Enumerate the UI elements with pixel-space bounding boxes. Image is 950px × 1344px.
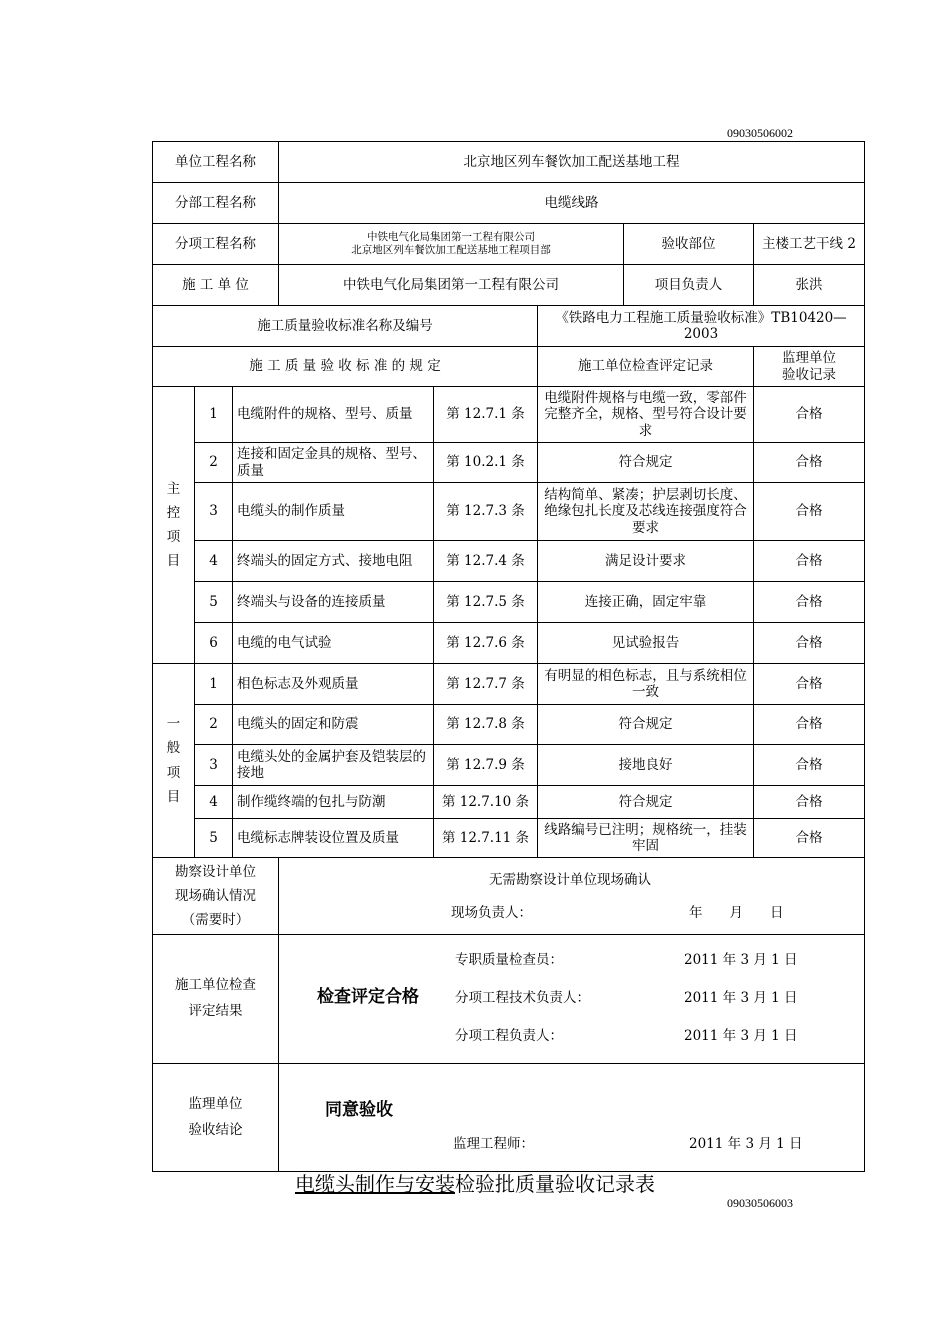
table-row <box>153 705 865 745</box>
item-number: 5 <box>195 819 233 858</box>
item-number: 4 <box>195 541 233 582</box>
inspection-label: 施工单位检查 评定结果 <box>153 935 279 1064</box>
technical-lead-label: 分项工程技术负责人： <box>455 990 590 1006</box>
item-record: 符合规定 <box>538 443 754 483</box>
next-form-title-rest: 检验批质量验收记录表 <box>455 1172 655 1196</box>
subdivision-department: 北京地区列车餐饮加工配送基地工程项目部 <box>351 244 551 256</box>
survey-person-label: 现场负责人： <box>451 905 532 921</box>
inspection-result: 检查评定合格 <box>317 987 419 1007</box>
item-number: 5 <box>195 582 233 623</box>
item-record: 线路编号已注明；规格统一，挂装牢固 <box>538 819 754 858</box>
acceptance-record-table <box>152 141 865 1172</box>
item-number: 3 <box>195 483 233 541</box>
subdivision-value <box>279 224 624 265</box>
division-value: 电缆线路 <box>279 183 865 224</box>
item-description: 制作缆终端的包扎与防潮 <box>233 786 434 819</box>
document-number-bottom: 09030506003 <box>727 1196 793 1210</box>
next-form-title <box>0 1168 950 1197</box>
technical-lead-date: 2011 年 3 月 1 日 <box>684 990 798 1006</box>
item-description: 电缆头的固定和防震 <box>233 705 434 745</box>
item-record: 见试验报告 <box>538 623 754 664</box>
column-supervision-line2: 验收记录 <box>782 366 836 383</box>
item-record: 满足设计要求 <box>538 541 754 582</box>
item-number: 2 <box>195 443 233 483</box>
quality-inspector-label: 专职质量检查员： <box>455 952 563 968</box>
subdivision-company: 中铁电气化局集团第一工程有限公司 <box>367 230 535 243</box>
unit-project-value: 北京地区列车餐饮加工配送基地工程 <box>279 142 865 183</box>
item-record: 电缆附件规格与电缆一致，零部件完整齐全，规格、型号符合设计要求 <box>538 387 754 443</box>
division-label: 分部工程名称 <box>153 183 279 224</box>
item-record: 结构简单、紧凑；护层剥切长度、绝缘包扎长度及芯线连接强度符合要求 <box>538 483 754 541</box>
item-clause: 第 12.7.3 条 <box>434 483 538 541</box>
table-row <box>153 582 865 623</box>
supervision-date: 2011 年 3 月 1 日 <box>689 1136 803 1152</box>
table-row <box>153 387 865 443</box>
item-result: 合格 <box>754 745 865 786</box>
subdivision-label: 分项工程名称 <box>153 224 279 265</box>
column-record-header: 施工单位检查评定记录 <box>538 347 754 387</box>
item-clause: 第 12.7.7 条 <box>434 664 538 705</box>
item-description: 电缆附件的规格、型号、质量 <box>233 387 434 443</box>
item-result: 合格 <box>754 582 865 623</box>
item-clause: 第 12.7.8 条 <box>434 705 538 745</box>
item-result: 合格 <box>754 664 865 705</box>
item-record: 接地良好 <box>538 745 754 786</box>
column-spec-header: 施 工 质 量 验 收 标 准 的 规 定 <box>153 347 538 387</box>
item-number: 1 <box>195 387 233 443</box>
item-number: 4 <box>195 786 233 819</box>
supervision-engineer-label: 监理工程师： <box>453 1136 534 1152</box>
construction-unit-value: 中铁电气化局集团第一工程有限公司 <box>279 265 624 306</box>
supervision-result: 同意验收 <box>325 1100 393 1120</box>
item-result: 合格 <box>754 819 865 858</box>
table-row <box>153 664 865 705</box>
table-row <box>153 745 865 786</box>
item-clause: 第 12.7.5 条 <box>434 582 538 623</box>
item-result: 合格 <box>754 786 865 819</box>
table-row <box>153 541 865 582</box>
survey-content <box>279 858 865 935</box>
table-row <box>153 786 865 819</box>
item-clause: 第 10.2.1 条 <box>434 443 538 483</box>
supervision-content <box>279 1064 865 1172</box>
item-clause: 第 12.7.10 条 <box>434 786 538 819</box>
acceptance-part-value: 主楼工艺干线 2 <box>754 224 865 265</box>
survey-label: 勘察设计单位 现场确认情况 （需要时） <box>153 858 279 935</box>
subdivision-lead-label: 分项工程负责人： <box>455 1028 563 1044</box>
item-clause: 第 12.7.4 条 <box>434 541 538 582</box>
item-description: 电缆头的制作质量 <box>233 483 434 541</box>
item-result: 合格 <box>754 387 865 443</box>
survey-statement: 无需勘察设计单位现场确认 <box>489 872 651 888</box>
construction-unit-label: 施 工 单 位 <box>153 265 279 306</box>
item-clause: 第 12.7.6 条 <box>434 623 538 664</box>
item-result: 合格 <box>754 443 865 483</box>
supervision-label: 监理单位 验收结论 <box>153 1064 279 1172</box>
item-record: 符合规定 <box>538 705 754 745</box>
item-result: 合格 <box>754 623 865 664</box>
general-group-label: 一 般 项 目 <box>153 664 195 858</box>
table-row <box>153 483 865 541</box>
item-clause: 第 12.7.11 条 <box>434 819 538 858</box>
project-manager-value: 张洪 <box>754 265 865 306</box>
document-number-top: 09030506002 <box>727 126 793 140</box>
project-manager-label: 项目负责人 <box>624 265 754 306</box>
item-description: 终端头的固定方式、接地电阻 <box>233 541 434 582</box>
item-record: 连接正确，固定牢靠 <box>538 582 754 623</box>
item-description: 电缆的电气试验 <box>233 623 434 664</box>
item-record: 符合规定 <box>538 786 754 819</box>
acceptance-part-label: 验收部位 <box>624 224 754 265</box>
column-supervision-line1: 监理单位 <box>782 350 836 367</box>
item-description: 电缆标志牌装设位置及质量 <box>233 819 434 858</box>
item-clause: 第 12.7.1 条 <box>434 387 538 443</box>
main-control-group-label: 主 控 项 目 <box>153 387 195 664</box>
item-number: 3 <box>195 745 233 786</box>
standard-value: 《铁路电力工程施工质量验收标准》TB10420—2003 <box>538 306 865 347</box>
item-clause: 第 12.7.9 条 <box>434 745 538 786</box>
item-description: 连接和固定金具的规格、型号、质量 <box>233 443 434 483</box>
item-description: 电缆头处的金属护套及铠装层的接地 <box>233 745 434 786</box>
item-description: 终端头与设备的连接质量 <box>233 582 434 623</box>
next-form-title-underlined: 电缆头制作与安装 <box>295 1172 455 1196</box>
item-number: 6 <box>195 623 233 664</box>
item-description: 相色标志及外观质量 <box>233 664 434 705</box>
subdivision-lead-date: 2011 年 3 月 1 日 <box>684 1028 798 1044</box>
item-number: 1 <box>195 664 233 705</box>
table-row <box>153 623 865 664</box>
standard-label: 施工质量验收标准名称及编号 <box>153 306 538 347</box>
item-result: 合格 <box>754 705 865 745</box>
inspection-content <box>279 935 865 1064</box>
item-result: 合格 <box>754 541 865 582</box>
table-row <box>153 443 865 483</box>
item-result: 合格 <box>754 483 865 541</box>
item-record: 有明显的相色标志，且与系统相位一致 <box>538 664 754 705</box>
unit-project-label: 单位工程名称 <box>153 142 279 183</box>
column-supervision-header <box>754 347 865 387</box>
table-row <box>153 819 865 858</box>
quality-inspector-date: 2011 年 3 月 1 日 <box>684 952 798 968</box>
item-number: 2 <box>195 705 233 745</box>
survey-date: 年 月 日 <box>689 905 784 921</box>
